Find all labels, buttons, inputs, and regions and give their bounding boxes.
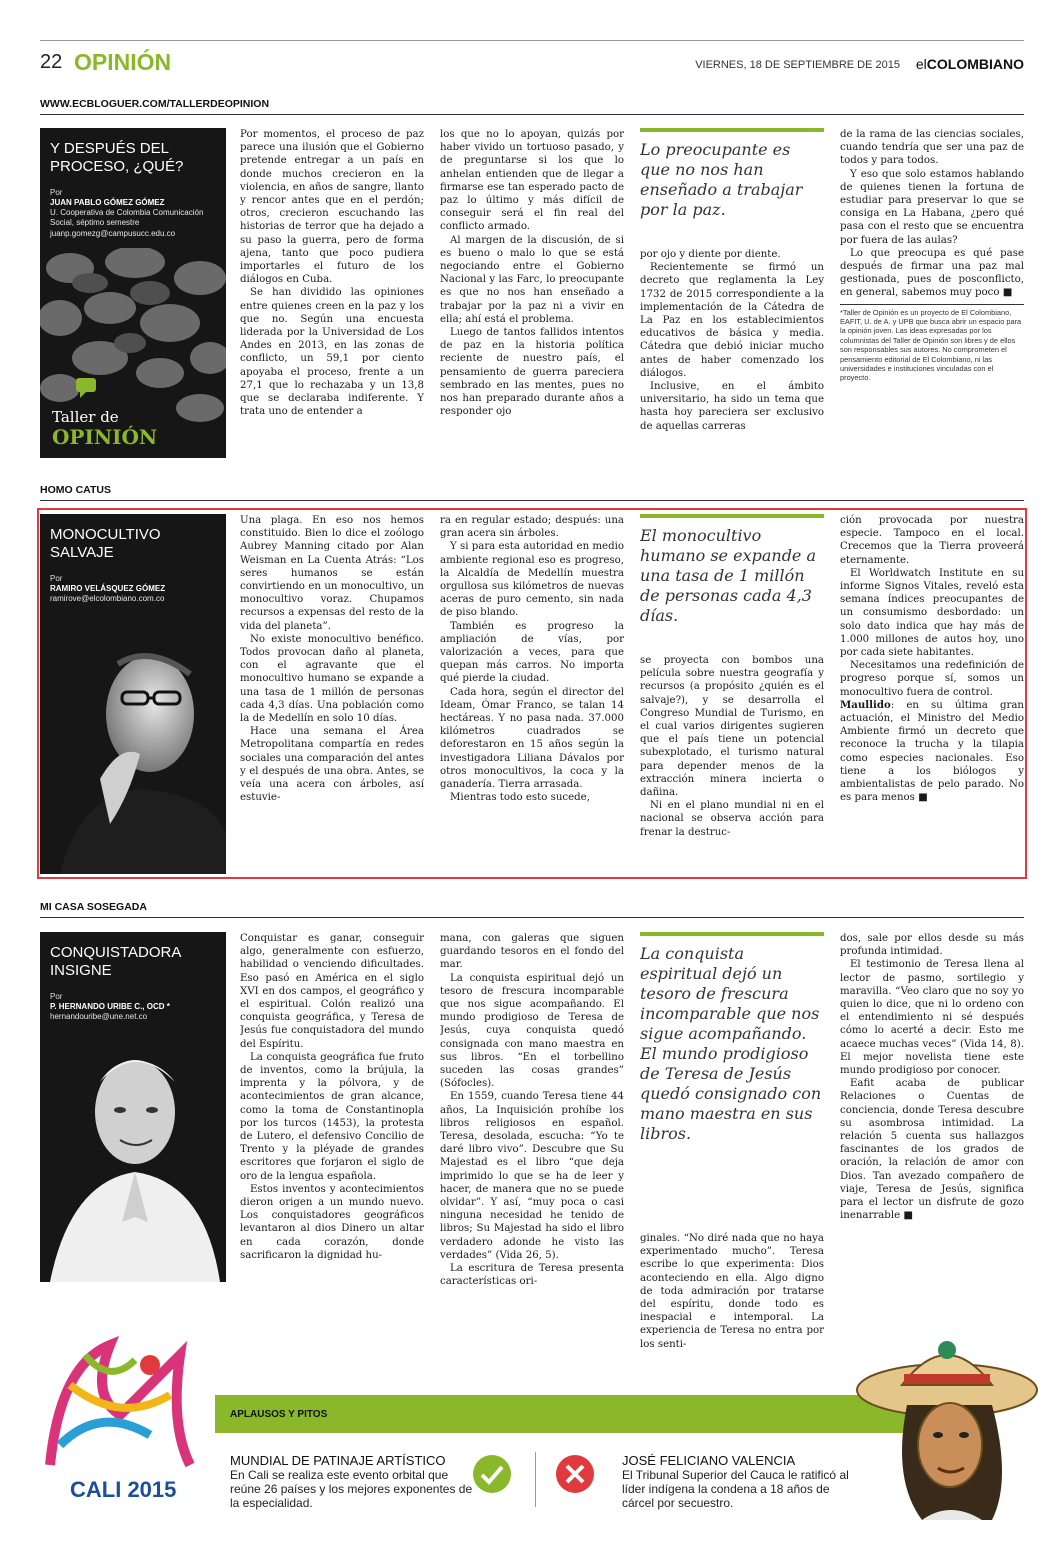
byline-label: Por xyxy=(50,574,63,583)
paragraph: Lo que preocupa es qué pase después de firmar una paz mal gestionada, pues de posconflicto, en general, sabemos muy poco ■ xyxy=(840,247,1024,299)
article1-author-panel xyxy=(40,128,226,458)
article1-title: Y DESPUÉS DEL PROCESO, ¿QUÉ? xyxy=(50,140,184,175)
paragraph: Una plaga. En eso nos hemos constituido. Bien lo dice el zoólogo Aubrey Manning citado por Alan Weisman en La Cuenta Atrás: “Los seres humanos se están convirtiendo en un monocultivo, un monocultivo voraz. Chupamos recursos a expensas del resto de la vida del planeta”. xyxy=(240,515,424,632)
article3-kicker: MI CASA SOSEGADA xyxy=(40,901,1024,918)
applause-body: En Cali se realiza este evento orbital que reúne 26 países y los mejores exponentes de la especialidad. xyxy=(230,1468,473,1510)
paragraph: se proyecta con bombos una película sobre nuestra geografía y recursos (a propósito ¿quién es el salvaje?), y se desarrolla el Congreso Mundial de Turismo, en el cual varios dirigentes sugieren que el país tiene un potencial subexplotado, el turismo natural para depender menos de la extracción minera incierta o dañina. xyxy=(640,655,824,799)
paragraph: ginales. “No diré nada que no haya experimentado mucho”. Teresa escribe lo que experimenta: Dios aconteciendo en ella. Algo digno de toda admiración por tratarse del espíritu, donde todo es inespacial e intemporal. La experiencia de Teresa no entra por los senti- xyxy=(640,1233,824,1350)
paragraph: La conquista geográfica fue fruto de inventos, como la brújula, la imprenta y la pólvora, y de acontecimientos de gran alcance, como la toma de Constantinopla por los turcos (1453), la protesta de Lutero, el defensivo Concilio de Trento y la pléyade de grandes escritores que forjaron el siglo de oro de la lengua española. xyxy=(240,1051,424,1182)
article3-author-email: hernandouribe@une.net.co xyxy=(50,1012,148,1021)
divider xyxy=(535,1452,536,1507)
article3-col1 xyxy=(240,932,424,1292)
newspaper-logo xyxy=(916,56,1024,72)
article3-title: CONQUISTADORA INSIGNE xyxy=(50,944,181,979)
article1-col3 xyxy=(640,128,824,458)
article2 xyxy=(40,514,1024,874)
article1-columns xyxy=(240,128,1024,458)
paragraph: Necesitamos una redefinición de progreso porque sí, somos un monocultivo fuera de control. xyxy=(840,660,1024,698)
paragraph: Se han dividido las opiniones entre quienes creen en la paz y los que no. Según una encuesta liderada por la Universidad de Los Andes en 2013, en las zonas de conflicto, un 59,1 por ciento apoyaba el proceso, frente a un 27,1 que lo rechazaba y un 13,8 que se declaraba indiferente. Y trata uno de entender a xyxy=(240,287,424,418)
paragraph: ra en regular estado; después: una gran acera sin árboles. xyxy=(440,515,624,540)
paragraph: El Worldwatch Institute en su informe Signos Vitales, reveló esta semana índices preocupantes de un consumismo desbordado: un solo dato indica que hay más de 1.000 millones de autos hoy, uno por cada siete habitantes. xyxy=(840,567,1024,659)
byline-label: Por xyxy=(50,992,63,1001)
article1-kicker: WWW.ECBLOGUER.COM/TALLERDEOPINION xyxy=(40,98,1024,115)
article2-col1 xyxy=(240,514,424,874)
maullido-lead: Maullido xyxy=(840,698,891,711)
paragraph: Y eso que solo estamos hablando de quienes tienen la fortuna de estudiar para preservar lo que se consiga en La Habana, ¿pero qué pasa con el resto que se encuentra por fuera de las aulas? xyxy=(840,168,1024,246)
article2-col3 xyxy=(640,514,824,874)
logo-name: COLOMBIANO xyxy=(926,56,1024,72)
article2-author-email: ramirove@elcolombiano.com.co xyxy=(50,594,165,603)
article2-pull-quote: El monocultivo humano se expande a una tasa de 1 millón de personas cada 4,3 días. xyxy=(640,514,824,654)
paragraph: Luego de tantos fallidos intentos de paz en la historia política reciente de nuestro país, el pensamiento de guerra pareciera sembrado en las mentes, pues no nos han preparado durante años a responder ojo xyxy=(440,327,624,418)
article2-kicker: HOMO CATUS xyxy=(40,484,1024,501)
article1-author: JUAN PABLO GÓMEZ GÓMEZ xyxy=(50,198,165,207)
issue-date: VIERNES, 18 DE SEPTIEMBRE DE 2015 xyxy=(695,59,900,71)
article3-author-panel xyxy=(40,932,226,1282)
paragraph: Recientemente se firmó un decreto que reglamenta la Ley 1732 de 2015 correspondiente a la implementación de la Cátedra de La Paz en los establecimientos educativos de básica y media. Cátedra que debió iniciar mucho antes de haber comenzado los diálogos. xyxy=(640,262,824,379)
paragraph: Inclusive, en el ámbito universitario, ha sido un tema que hasta hoy pareciera ser exclusivo de aquellas carreras xyxy=(640,381,824,432)
article3 xyxy=(40,932,1024,1372)
article3-pull-quote: La conquista espiritual dejó un tesoro de frescura incomparable que nos sigue acompañando. El mundo prodigioso de Teresa de Jesús quedó consignado con mano maestra en sus libros. xyxy=(640,932,824,1232)
applause-item xyxy=(230,1453,475,1510)
article2-title: MONOCULTIVO SALVAJE xyxy=(50,526,161,561)
page-number: 22 xyxy=(40,51,63,73)
article1 xyxy=(40,128,1024,458)
paragraph: los que no lo apoyan, quizás por haber vivido un tortuoso pasado, y de preguntarse si los que lo anhelan entienden que de llegar a firmarse ese tan esperado pacto de paz lo último y más difícil de conseguir será el fin real del conflicto armado. xyxy=(440,129,624,233)
article3-col4 xyxy=(840,932,1024,1372)
article1-pull-quote: Lo preocupante es que no nos han enseñado a trabajar por la paz. xyxy=(640,128,824,248)
article1-editor-note: *Taller de Opinión es un proyecto de El Colombiano, EAFIT, U. de A. y UPB que busca abrir un espacio para la opinión joven. Las ideas expresadas por los columnistas del Taller de Opinión son libres y de ellos son responsables sus autores. No comprometen el pensamiento editorial de El Colombiano, ni las universidades e instituciones vinculadas con el proyecto. xyxy=(840,304,1024,383)
paragraph: En 1559, cuando Teresa tiene 44 años, La Inquisición prohíbe los libros religiosos en español. Teresa, desolada, escucha: “Yo te daré libro vivo”. Descubre que Su Majestad es el libro “que deja imprimido lo que se ha de leer y hacer, de manera que no se puede olvidar”. Y así, “muy poca o casi ninguna necesidad he tenido de libros; Su Majestad ha sido el libro verdadero adonde he visto las verdades” (Vida 26, 5). xyxy=(440,1091,624,1261)
article2-col4 xyxy=(840,514,1024,874)
article1-col1 xyxy=(240,128,424,458)
paragraph: Conquistar es ganar, conseguir algo, generalmente con esfuerzo, habilidad o venciendo dificultades. Eso pasó en América en el siglo XVI en dos campos, el geográfico y el espiritual. Colón realizó una conquista geográfica, y Teresa de Jesús fue conquistadora del mundo del Espíritu. xyxy=(240,933,424,1050)
x-icon xyxy=(555,1454,595,1494)
article2-author: RAMIRO VELÁSQUEZ GÓMEZ xyxy=(50,584,166,593)
check-icon xyxy=(472,1454,512,1494)
section-title: OPINIÓN xyxy=(74,49,172,75)
taller-logo-small: Taller de xyxy=(52,408,119,426)
paragraph: Estos inventos y acontecimientos dieron origen a un mundo nuevo. Los conquistadores geográficos levantaron al dios Dinero un altar en cada corazón, donde sacrificaron la dignidad hu- xyxy=(240,1183,424,1261)
paragraph: La conquista espiritual dejó un tesoro de frescura incomparable que nos sigue acompañando. El mundo prodigioso de Teresa de Jesús, cuya conquista quedó consignada con mano maestra en sus libros. “En el torbellino suceden las cosas grandes” (Sófocles). xyxy=(440,972,624,1090)
paragraph: La escritura de Teresa presenta características ori- xyxy=(440,1263,624,1288)
paragraph: Eafit acaba de publicar Relaciones o Cuentas de conciencia, donde Teresa descubre su asombrosa intimidad. La relación 5 cuenta sus hallazgos fascinantes de los grados de oración, la relación de amor con Dios. Tan avezado compañero de viaje, Teresa de Jesús, significa para el lector un disfrute de gozo inenarrable ■ xyxy=(840,1078,1024,1222)
paragraph: dos, sale por ellos desde su más profunda intimidad. xyxy=(840,933,1024,958)
paragraph: Cada hora, según el director del Ideam, Ómar Franco, se talan 14 hectáreas. Y no pasa nada. 37.000 kilómetros cuadrados se deforestaron en 15 años según la investigadora Liliana Dávalos por otros monocultivos, la coca y la ganadería. Tierra arrasada. xyxy=(440,686,624,791)
article3-columns xyxy=(240,932,1024,1372)
author-portrait xyxy=(40,604,226,874)
logo-prefix: el xyxy=(915,56,927,72)
paragraph: No existe monocultivo benéfico. Todos provocan daño al planeta, con el agravante que el monocultivo humano se expande a una tasa de 1 millón de personas cada 4,3 días. Una población como la de Medellín en solo 10 días. xyxy=(240,633,424,725)
taller-logo-big: OPINIÓN xyxy=(52,425,158,449)
article1-col2 xyxy=(440,128,624,458)
whistle-title: JOSÉ FELICIANO VALENCIA xyxy=(622,1453,796,1468)
article1-author-meta: U. Cooperativa de Colombia Comunicación Social, séptimo semestre xyxy=(50,208,204,227)
aplausos-label: APLAUSOS Y PITOS xyxy=(230,1409,328,1420)
paragraph: Hace una semana el Área Metropolitana compartía en redes sociales una comparación del antes y el después de una obra. Antes, se veía una acera con árboles, así estuvie- xyxy=(240,726,424,804)
author-portrait xyxy=(40,1022,226,1282)
paragraph: Ni en el plano mundial ni en el nacional se observa acción para frenar la destruc- xyxy=(640,800,824,838)
whistle-body: El Tribunal Superior del Cauca le ratificó al líder indígena la condena a 18 años de cárcel por secuestro. xyxy=(622,1468,849,1510)
paragraph: También es progreso la ampliación de vías, por valorización a veces, para que quepan más carros. No importa qué pierde la ciudad. xyxy=(440,620,624,685)
article3-col2 xyxy=(440,932,624,1372)
article1-author-email: juanp.gomezg@campusucc.edu.co xyxy=(50,229,176,238)
paragraph: de la rama de las ciencias sociales, cuando tendría que ser una paz de todos y para todos. xyxy=(840,129,1024,167)
paragraph: Al margen de la discusión, de si es bueno o malo lo que se está negociando entre el Gobierno Nacional y las Farc, lo preocupante es que no nos han enseñado a trabajar por la paz ni a vivir en ella; ahí está el problema. xyxy=(440,234,624,325)
maullido-text: : en su última gran actuación, el Ministro del Medio Ambiente firmó un decreto que reconoce la trucha y la tilapia como especies nacionales. Eso tiene a los biólogos y ambientalistas de pelo parado. No es para menos ■ xyxy=(840,699,1024,804)
byline-label: Por xyxy=(50,188,63,197)
page-header xyxy=(40,40,1024,78)
paragraph: Mientras todo esto sucede, xyxy=(450,792,590,804)
paragraph: El testimonio de Teresa llena al lector de pasmo, sortilegio y maravilla. “Veo claro que no soy yo quien lo dice, que ni lo ordeno con el entendimiento ni sé después cómo lo acerté a decir. Esto me acaece muchas veces” (Vida 14, 8). El mejor novelista tiene este mundo prodigioso por conocer. xyxy=(840,959,1024,1077)
caricature-illustration xyxy=(852,1330,1042,1530)
whistle-item xyxy=(622,1453,852,1510)
article2-columns xyxy=(240,514,1024,874)
applause-title: MUNDIAL DE PATINAJE ARTÍSTICO xyxy=(230,1453,446,1468)
article2-author-panel xyxy=(40,514,226,874)
paragraph: por ojo y diente por diente. xyxy=(640,249,781,260)
paragraph-maullido xyxy=(840,699,1024,805)
article3-col3 xyxy=(640,932,824,1372)
paragraph: ción provocada por nuestra especie. Tampoco en el local. Crecemos que la Tierra proveerá eternamente. xyxy=(840,515,1024,566)
cali-2015-text: CALI 2015 xyxy=(70,1477,177,1502)
paragraph: mana, con galeras que siguen guardando tesoros en el fondo del mar. xyxy=(440,933,624,971)
article3-author: P. HERNANDO URIBE C., OCD * xyxy=(50,1002,170,1011)
article2-col2 xyxy=(440,514,624,874)
article1-col4 xyxy=(840,128,1024,458)
paragraph: Y si para esta autoridad en medio ambiente regional eso es progreso, la Alcaldía de Medellín muestra orgullosa sus kilómetros de nuevas aceras de puro cemento, sin nada de piso blando. xyxy=(440,541,624,619)
paragraph: Por momentos, el proceso de paz parece una ilusión que el Gobierno pretende entregar a un país en donde muchos crecieron en la violencia, en años de sangre, llanto y rencor antes que en el perdón; otros, crecieron escuchando las historias de terror que ha dejado a su paso la guerra, pero de forma ajena, tanto que poco pudiera importarles el futuro de los diálogos en Cuba. xyxy=(240,129,424,286)
